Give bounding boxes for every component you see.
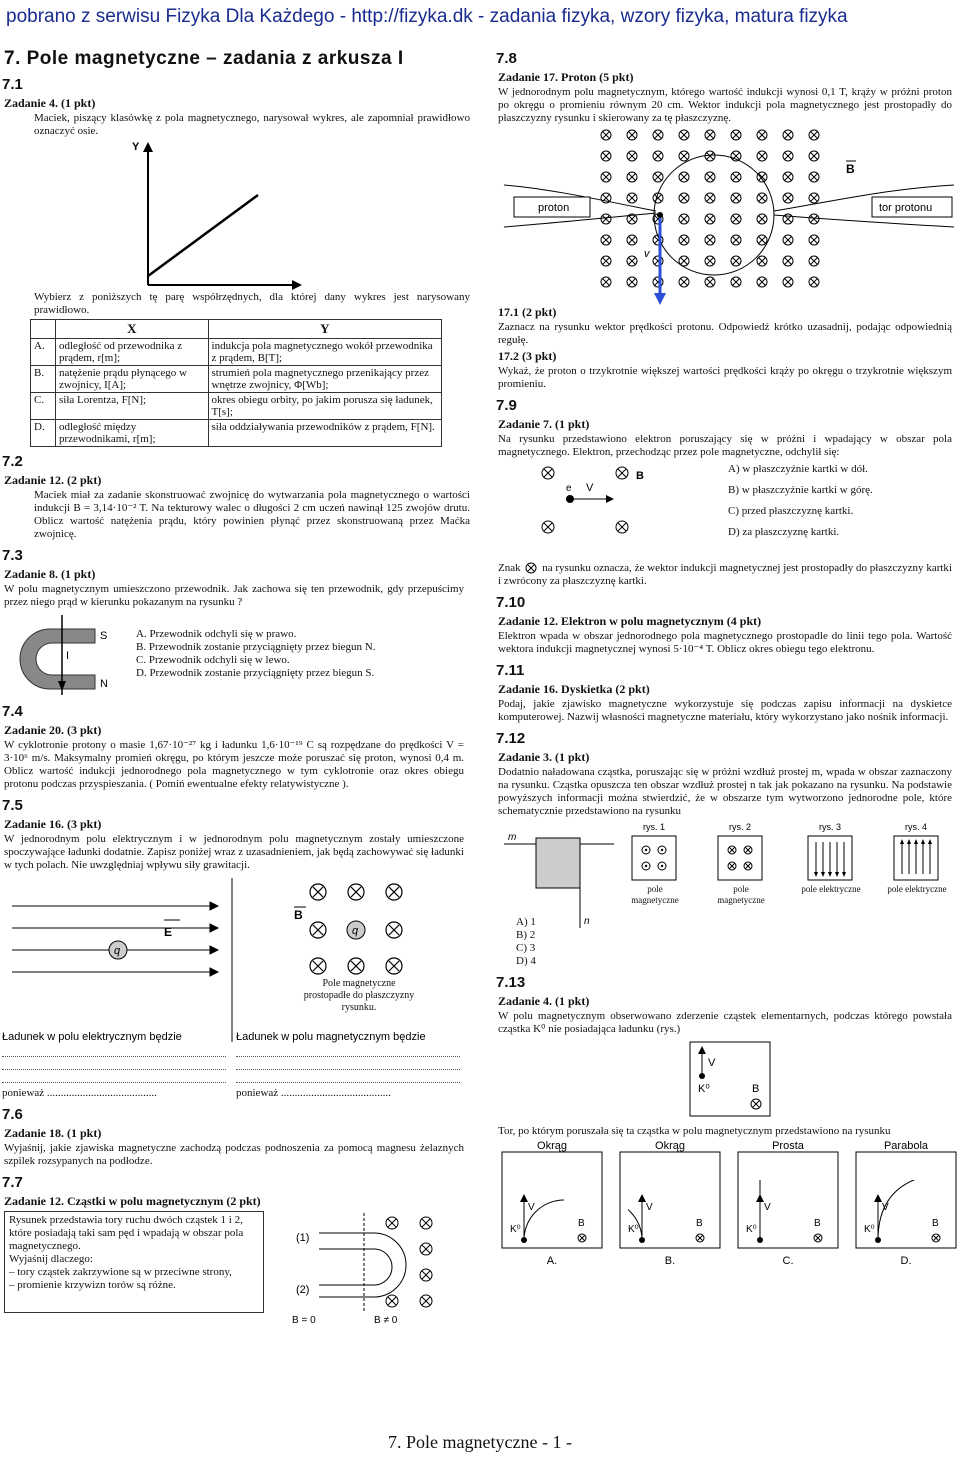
e-field-label: E xyxy=(164,925,173,939)
into-page-icon xyxy=(757,151,767,161)
into-page-icon xyxy=(601,214,611,224)
electron-label: e xyxy=(566,483,572,494)
proton-figure xyxy=(494,127,958,305)
option: D. Przewodnik zostanie przyciągnięty przez biegun S. xyxy=(136,667,375,679)
answer-right-label: Ładunek w polu magnetycznym będzie xyxy=(236,1031,426,1043)
into-page-icon xyxy=(601,151,611,161)
task-title: Zadanie 3. (1 pkt) xyxy=(498,750,590,764)
task-title: Zadanie 16. Dyskietka (2 pkt) xyxy=(498,682,650,696)
table-row: A. odległość od przewodnika z prądem, r[m]; indukcja pola magnetycznego wokół przewodnika z prądem, B[T]; xyxy=(31,339,442,366)
fields-block xyxy=(494,820,958,930)
site-header-text: pobrano z serwisu Fizyka Dla Każdego - http://fizyka.dk - zadania fizyka, wzory fizyka, matura fizyka xyxy=(6,6,848,27)
into-page-icon xyxy=(705,151,715,161)
field-caption: pole magnetyczne xyxy=(717,884,765,905)
section-7-3: 7.3 xyxy=(2,547,23,564)
because-label: ponieważ xyxy=(236,1087,279,1099)
electron-figure xyxy=(494,461,714,561)
task-title: Zadanie 7. (1 pkt) xyxy=(498,417,590,431)
b-nonzero-label: B ≠ 0 xyxy=(374,1315,398,1326)
option: B) w płaszczyźnie kartki w górę. xyxy=(728,484,873,496)
into-page-icon xyxy=(783,172,793,182)
into-page-icon xyxy=(601,277,611,287)
into-page-icon xyxy=(757,193,767,203)
rys-label: rys. 1 xyxy=(642,822,666,832)
charge-label: q xyxy=(114,945,121,957)
option-letter: A. xyxy=(546,1255,558,1267)
v-label: v xyxy=(644,248,650,260)
svg-text:K⁰: K⁰ xyxy=(510,1224,521,1235)
magnet-block xyxy=(0,611,470,697)
field-caption: Pole magnetyczne prostopadłe do płaszczyzny rysunku. xyxy=(303,978,415,1013)
svg-text:V: V xyxy=(764,1202,771,1213)
svg-text:V: V xyxy=(646,1202,653,1213)
option-letter: C. xyxy=(782,1255,794,1267)
graph-figure xyxy=(0,140,470,290)
task-text: Maciek miał za zadanie skonstruować zwojnicę do wytwarzania pola magnetycznego o wartości indukcji B = 3,14·10⁻² T. Na tekturowy walec o długości 2 cm uczeń nawinął 125 zwojów drutu. Oblicz wartość natężenia prądu, który powinien płynąć przez skonstruowaną przez Maćka zwojnicę. xyxy=(34,489,470,540)
rys-label: rys. 2 xyxy=(728,822,752,832)
trajectory-option xyxy=(738,1140,838,1267)
trajectory-option xyxy=(602,1140,720,1267)
section-7-2: 7.2 xyxy=(2,453,23,470)
section-7-9: 7.9 xyxy=(496,397,517,414)
sub-task-title: 17.1 (2 pkt) xyxy=(498,305,557,319)
into-page-icon xyxy=(809,277,819,287)
task-text: Wyjaśnij, jakie zjawiska magnetyczne zachodzą podczas podnoszenia za pomocą magnesu żelaznych szpilek rozsypanych na podłodze. xyxy=(4,1142,464,1167)
section-7-4: 7.4 xyxy=(2,703,23,720)
option: B. Przewodnik zostanie przyciągnięty przez biegun N. xyxy=(136,641,376,653)
section-7-12: 7.12 xyxy=(496,730,526,747)
sub-task-text: Zaznacz na rysunku wektor prędkości protonu. Odpowiedź krótko uzasadnij, podając odpowiednią regułę. xyxy=(498,321,952,346)
task-text: Dodatnio naładowana cząstka, poruszając się w próżni wzdłuż prostej m, wpada w obszar zaznaczony na rysunku. Cząstka opuszcza ten obszar wzdłuż prostej n tak jak pokazano na rysunku. Na podstawie powyższych informacji można stwierdzić, że w obszarze tym wytworzono jednorodne pole, które schematycznie przedstawiono na rysunku xyxy=(498,766,952,817)
region-figure xyxy=(494,820,624,930)
into-page-icon xyxy=(809,130,819,140)
into-page-icon xyxy=(679,130,689,140)
pole-s-label: S xyxy=(100,630,108,642)
into-page-icon xyxy=(601,130,611,140)
proton-label: proton xyxy=(538,202,570,214)
current-label: I xyxy=(66,650,70,662)
rys-label: rys. 4 xyxy=(904,822,928,832)
kaon-figure xyxy=(494,1038,958,1124)
svg-text:V: V xyxy=(528,1202,535,1213)
into-page-icon xyxy=(757,277,767,287)
section-7-13: 7.13 xyxy=(496,974,526,991)
into-page-icon xyxy=(705,256,715,266)
into-page-icon xyxy=(731,277,741,287)
answer-table xyxy=(30,319,442,447)
trajectory-label: Okrąg xyxy=(655,1140,685,1152)
task-title: Zadanie 4. (1 pkt) xyxy=(4,96,96,110)
k-label: K⁰ xyxy=(698,1083,710,1095)
v-label: V xyxy=(586,482,594,494)
line-m-label: m xyxy=(508,832,517,843)
task-title: Zadanie 12. (2 pkt) xyxy=(4,473,102,487)
into-page-icon xyxy=(627,172,637,182)
particles-figure xyxy=(264,1209,464,1327)
into-page-icon xyxy=(757,235,767,245)
col-y-header: Y xyxy=(208,320,441,339)
trajectory-label: Parabola xyxy=(883,1140,929,1152)
task-title: Zadanie 17. Proton (5 pkt) xyxy=(498,70,634,84)
svg-text:V: V xyxy=(882,1202,889,1213)
tor-label: tor protonu xyxy=(879,202,933,214)
svg-text:K⁰: K⁰ xyxy=(628,1224,639,1235)
into-page-icon xyxy=(653,130,663,140)
option: A) w płaszczyźnie kartki w dół. xyxy=(728,463,868,475)
option: D) 4 xyxy=(516,955,536,967)
svg-text:B: B xyxy=(814,1218,821,1229)
field-caption: pole elektryczne xyxy=(801,884,861,894)
into-page-icon xyxy=(783,277,793,287)
task-text: Na rysunku przedstawiono elektron poruszający się w próżni i wpadający w obszar pola magnetycznego. Elektron, przechodząc przez pole magnetyczne, odchylił się: xyxy=(498,433,952,458)
task-text: W jednorodnym polu magnetycznym, którego wartość indukcji wynosi 0,1 T, krąży w próżni proton po okręgu o promieniu równym 20 cm. Wektor indukcji pola magnetycznego jest prostopadły do płaszczyzny rysunku i skierowany za tę płaszczyznę. xyxy=(498,86,952,124)
section-7-8: 7.8 xyxy=(496,50,517,67)
into-page-icon xyxy=(731,214,741,224)
into-page-icon xyxy=(783,235,793,245)
trajectory-option xyxy=(856,1140,956,1267)
into-page-icon xyxy=(601,172,611,182)
field-caption: pole magnetyczne xyxy=(631,884,679,905)
option: C) 3 xyxy=(516,942,536,954)
into-page-icon xyxy=(809,151,819,161)
into-page-icon xyxy=(731,172,741,182)
into-page-icon xyxy=(679,277,689,287)
rys-label: rys. 3 xyxy=(818,822,842,832)
option: A. Przewodnik odchyli się w prawo. xyxy=(136,628,297,640)
into-page-icon xyxy=(705,172,715,182)
page-title: 7. Pole magnetyczne – zadania z arkusza I xyxy=(4,48,404,69)
into-page-icon xyxy=(757,214,767,224)
into-page-icon xyxy=(705,130,715,140)
into-page-icon xyxy=(679,151,689,161)
table-row: B. natężenie prądu płynącego w zwojnicy, I[A]; strumień pola magnetycznego przenikający przez wnętrze zwojnicy, Φ[Wb]; xyxy=(31,366,442,393)
section-7-10: 7.10 xyxy=(496,594,526,611)
section-7-6: 7.6 xyxy=(2,1106,23,1123)
task-text: W polu magnetycznym umieszczono przewodnik. Jak zachowa się ten przewodnik, gdy przepuścimy przez niego prąd w kierunku pokazanym na rysunku ? xyxy=(4,583,464,608)
task-text: Elektron wpada w obszar jednorodnego pola magnetycznego prostopadle do linii tego pola. Wartość wektora indukcji magnetycznej wynosi 5·10⁻⁴ T. Oblicz okres obiegu tego elektronu. xyxy=(498,630,952,655)
into-page-icon xyxy=(783,256,793,266)
page-footer: 7. Pole magnetyczne - 1 - xyxy=(388,1432,572,1452)
into-page-icon xyxy=(757,256,767,266)
into-page-icon xyxy=(731,193,741,203)
section-7-7: 7.7 xyxy=(2,1174,23,1191)
task-text: W polu magnetycznym obserwowano zderzenie cząstek elementarnych, podczas którego powstała cząstka K⁰ nie posiadająca ładunku (rys.) xyxy=(498,1010,952,1035)
task-title: Zadanie 16. (3 pkt) xyxy=(4,817,102,831)
into-page-icon xyxy=(705,193,715,203)
section-7-5: 7.5 xyxy=(2,797,23,814)
b-label: B xyxy=(846,162,855,176)
into-page-icon xyxy=(679,235,689,245)
horseshoe-magnet-figure xyxy=(0,611,130,697)
into-page-icon xyxy=(627,193,637,203)
into-page-icon xyxy=(783,130,793,140)
task-text: Maciek, piszący klasówkę z pola magnetycznego, narysował wykres, ale zapomniał prawidłowo oznaczyć osie. xyxy=(34,112,470,137)
task-text: Rysunek przedstawia tory ruchu dwóch cząstek 1 i 2, które posiadają taki sam pęd i wpadają w obszar pola magnetycznego. xyxy=(9,1214,244,1252)
svg-text:K⁰: K⁰ xyxy=(746,1224,757,1235)
table-row: C. siła Lorentza, F[N]; okres obiegu orbity, po jakim porusza się ładunek, T[s]; xyxy=(31,393,442,420)
svg-text:B: B xyxy=(578,1218,585,1229)
into-page-icon xyxy=(627,130,637,140)
into-page-icon xyxy=(523,562,539,574)
sub-task-title: 17.2 (3 pkt) xyxy=(498,349,557,363)
into-page-icon xyxy=(679,172,689,182)
pole-n-label: N xyxy=(100,678,108,690)
into-page-icon xyxy=(809,256,819,266)
b-zero-label: B = 0 xyxy=(292,1315,316,1326)
into-page-icon xyxy=(757,172,767,182)
into-page-icon xyxy=(731,256,741,266)
v-label: V xyxy=(708,1057,716,1069)
option-letter: B. xyxy=(664,1255,676,1267)
explain-label: Wyjaśnij dlaczego: xyxy=(9,1253,93,1265)
field-options-figure xyxy=(624,820,954,930)
task-title: Zadanie 4. (1 pkt) xyxy=(498,994,590,1008)
b-field-label: B xyxy=(294,908,303,922)
line-n-label: n xyxy=(584,916,590,927)
into-page-icon xyxy=(679,214,689,224)
left-column xyxy=(0,44,470,1327)
into-page-icon xyxy=(783,193,793,203)
field-figures xyxy=(0,874,470,1044)
into-page-icon xyxy=(809,214,819,224)
right-column xyxy=(494,44,958,1270)
into-page-icon xyxy=(809,193,819,203)
sub-task-text: Wykaż, że proton o trzykrotnie większej wartości prędkości krąży po okręgu o trzykrotnie większym promieniu. xyxy=(498,365,952,390)
particles-block xyxy=(0,1209,470,1327)
because-label: ponieważ xyxy=(2,1087,45,1099)
field-caption: pole elektryczne xyxy=(887,884,947,894)
axis-y-label: Y xyxy=(132,141,140,153)
task-text: W jednorodnym polu elektrycznym i w jednorodnym polu magnetycznym zostały umieszczone spoczywające ładunki dodatnie. Zapisz poniżej wraz z uzasadnieniem, jak będą zachowywać się ładunki w tych polach. Nie uwzględniaj wpływu siły grawitacji. xyxy=(4,833,464,871)
into-page-icon xyxy=(783,151,793,161)
track-1-label: (1) xyxy=(296,1232,310,1244)
option-letter: D. xyxy=(900,1255,912,1267)
trajectory-label: Prosta xyxy=(772,1140,804,1152)
option: B) 2 xyxy=(516,929,536,941)
axis-x-label xyxy=(291,289,299,290)
answer-lines: ponieważ ........................................ ponieważ ........................................ xyxy=(0,1044,470,1100)
into-page-icon xyxy=(809,235,819,245)
task-title: Zadanie 8. (1 pkt) xyxy=(4,567,96,581)
task-title: Zadanie 20. (3 pkt) xyxy=(4,723,102,737)
into-page-icon xyxy=(653,172,663,182)
into-page-icon xyxy=(705,214,715,224)
option: A) 1 xyxy=(516,916,536,928)
task-title: Zadanie 18. (1 pkt) xyxy=(4,1126,102,1140)
into-page-icon xyxy=(627,256,637,266)
option: C. Przewodnik odchyli się w lewo. xyxy=(136,654,290,666)
into-page-icon xyxy=(653,151,663,161)
site-header xyxy=(0,0,960,34)
into-page-icon xyxy=(705,277,715,287)
task-question: Wybierz z poniższych tę parę współrzędnych, dla której dany wykres jest narysowany prawidłowo. xyxy=(34,291,470,316)
into-page-icon xyxy=(809,172,819,182)
trajectory-option xyxy=(502,1140,602,1267)
bullet-item: – tory cząstek zakrzywione są w przeciwne strony, xyxy=(9,1266,232,1278)
svg-text:K⁰: K⁰ xyxy=(864,1224,875,1235)
track-2-label: (2) xyxy=(296,1284,310,1296)
into-page-icon xyxy=(627,235,637,245)
option: C) przed płaszczyznę kartki. xyxy=(728,505,854,517)
into-page-icon xyxy=(601,256,611,266)
task-text: Podaj, jakie zjawisko magnetyczne wykorzystuje się podczas zapisu informacji na dyskietce komputerowej. Nazwij własności magnetyczne materiału, który wykorzystano jako nośnik informacji. xyxy=(498,698,952,723)
into-page-icon xyxy=(679,193,689,203)
task-question: Tor, po którym poruszała się ta cząstka w polu magnetycznym przedstawiono na rysunku xyxy=(498,1125,891,1137)
into-page-icon xyxy=(757,130,767,140)
b-label: B xyxy=(636,470,644,482)
answer-left-label: Ładunek w polu elektrycznym będzie xyxy=(2,1031,182,1043)
into-page-icon xyxy=(705,235,715,245)
svg-text:B: B xyxy=(696,1218,703,1229)
svg-text:B: B xyxy=(932,1218,939,1229)
section-7-11: 7.11 xyxy=(496,662,525,679)
option: D) za płaszczyznę kartki. xyxy=(728,526,840,538)
into-page-icon xyxy=(627,277,637,287)
section-7-1: 7.1 xyxy=(2,76,23,93)
electron-block xyxy=(494,461,958,561)
task-text: W cyklotronie protony o masie 1,67·10⁻²⁷ kg i ładunku 1,6·10⁻¹⁹ C są rozpędzane do prędkości V = 3·10⁶ m/s. Maksymalny promień okręgu, po którym jeszcze może poruszać się proton, wynosi 0,4 m. Oblicz wartość indukcji jednorodnego pola magnetycznego w tym cyklotronie oraz okres obiegu protonu podczas przyspieszania. ( Pomiń ewentualne efekty relatywistyczne ). xyxy=(4,739,464,790)
bullet-item: – promienie krzywizn torów są różne. xyxy=(9,1279,176,1291)
charge-label: q xyxy=(352,925,359,937)
table-row: D. odległość między przewodnikami, r[m]; siła oddziaływania przewodników z prądem, F[N]. xyxy=(31,420,442,447)
b-label: B xyxy=(752,1083,760,1095)
task-title: Zadanie 12. Elektron w polu magnetycznym (4 pkt) xyxy=(498,614,762,628)
sign-note: Znak na rysunku oznacza, że wektor indukcji magnetycznej jest prostopadły do płaszczyzny kartki i zwrócony za płaszczyznę kartki. xyxy=(498,562,952,587)
into-page-icon xyxy=(601,235,611,245)
col-x-header: X xyxy=(56,320,209,339)
into-page-icon xyxy=(731,235,741,245)
into-page-icon xyxy=(731,130,741,140)
trajectory-label: Okrąg xyxy=(537,1140,567,1152)
task-title: Zadanie 12. Cząstki w polu magnetycznym (2 pkt) xyxy=(4,1194,261,1208)
trajectory-options xyxy=(494,1140,958,1270)
into-page-icon xyxy=(627,151,637,161)
